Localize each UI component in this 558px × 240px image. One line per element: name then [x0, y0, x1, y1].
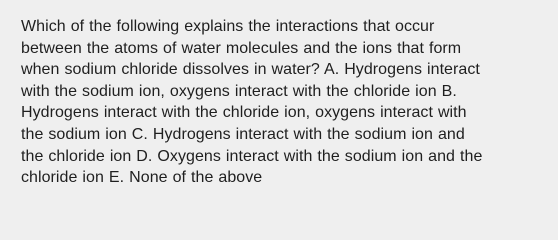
- question-line: between the atoms of water molecules and the ions that form: [21, 39, 462, 57]
- question-line: Hydrogens interact with the chloride ion, oxygens interact with: [21, 104, 467, 122]
- question-line: the sodium ion C. Hydrogens interact with the sodium ion and: [21, 125, 465, 143]
- question-line: with the sodium ion, oxygens interact with the chloride ion B.: [21, 82, 457, 100]
- question-line: Which of the following explains the interactions that occur: [21, 18, 435, 35]
- question-line: the chloride ion D. Oxygens interact with the sodium ion and the: [21, 147, 483, 165]
- question-line: when sodium chloride dissolves in water? A. Hydrogens interact: [21, 61, 480, 79]
- question-line: chloride ion E. None of the above: [21, 169, 263, 187]
- question-text: [21, 16, 540, 189]
